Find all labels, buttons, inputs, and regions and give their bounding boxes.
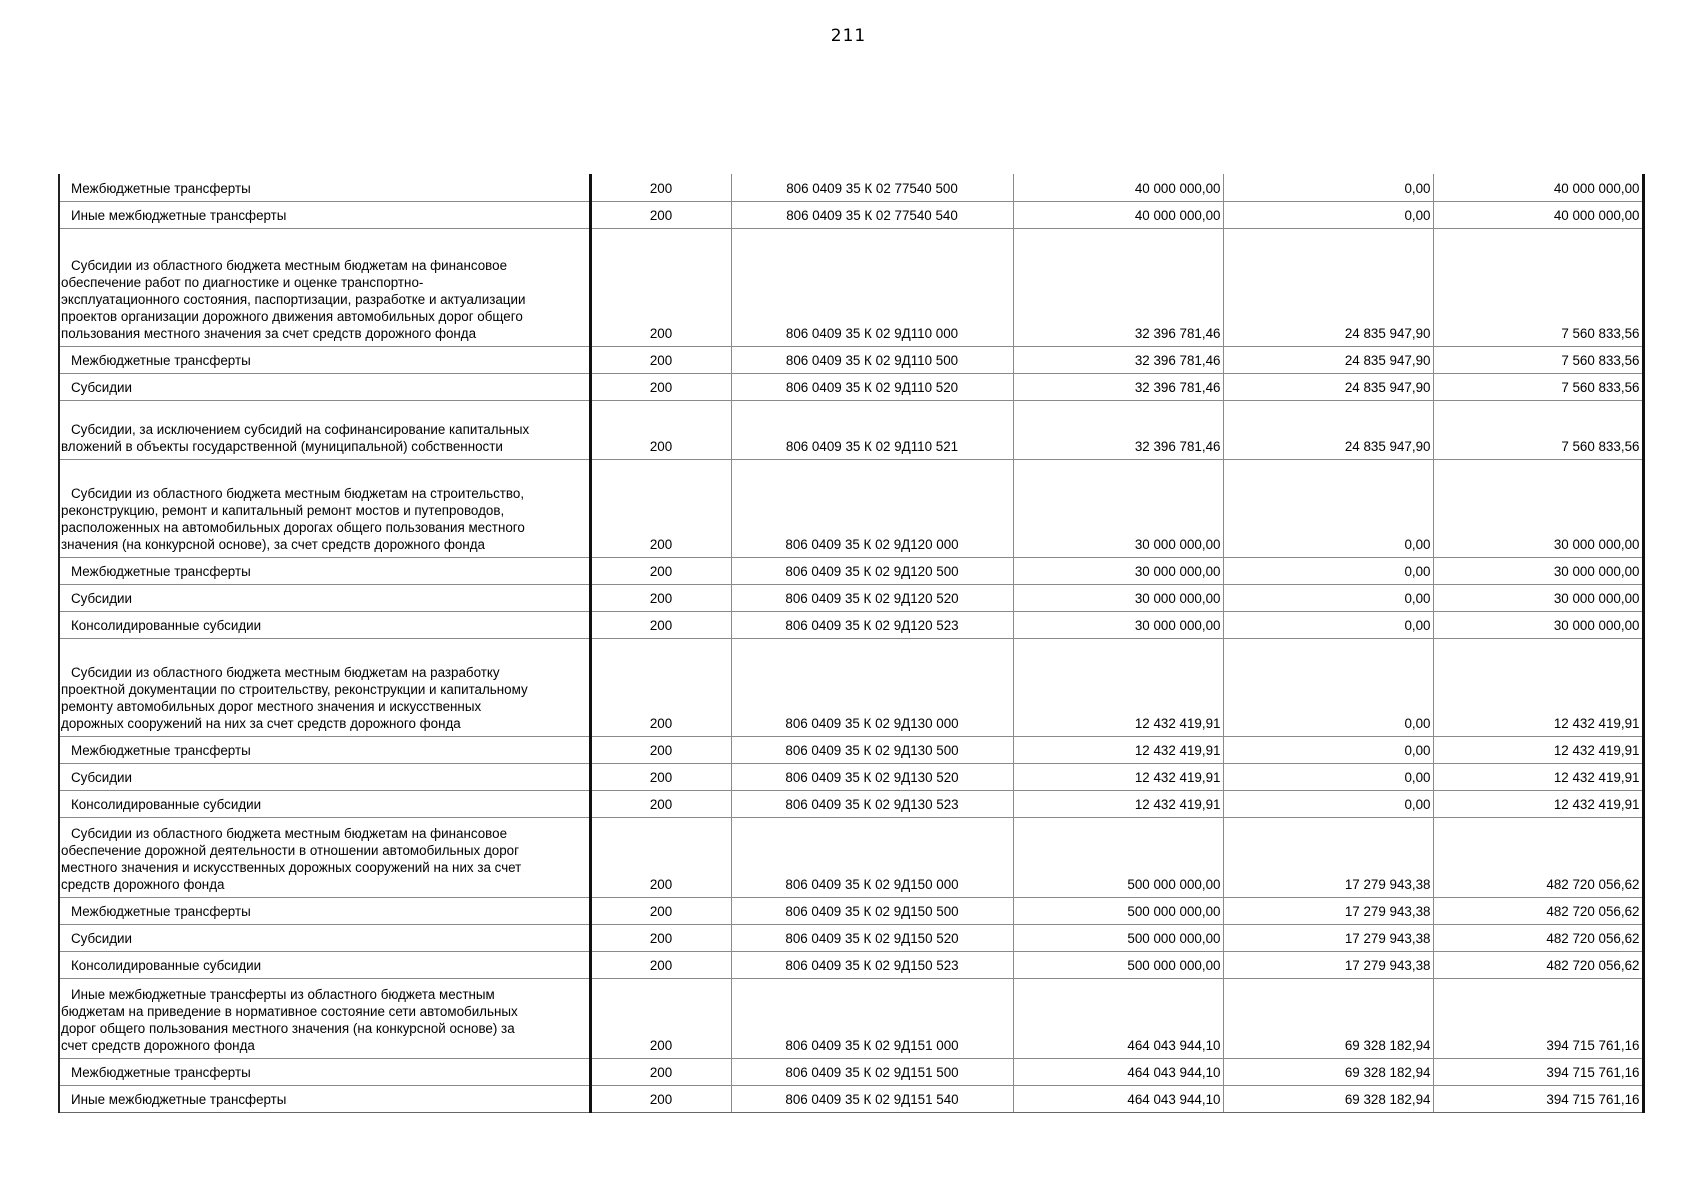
row-executed: 24 835 947,90: [1223, 346, 1433, 373]
table-row: [59, 978, 1643, 1058]
row-approved: 32 396 781,46: [1013, 373, 1223, 400]
row-unexecuted: 394 715 761,16: [1433, 978, 1643, 1058]
row-approved: 464 043 944,10: [1013, 1058, 1223, 1085]
row-unexecuted: 7 560 833,56: [1433, 346, 1643, 373]
row-code: 200: [590, 400, 731, 459]
row-executed: 0,00: [1223, 763, 1433, 790]
row-kbk: 806 0409 35 К 02 9Д150 000: [731, 817, 1013, 897]
row-approved: 464 043 944,10: [1013, 1085, 1223, 1112]
row-executed: 69 328 182,94: [1223, 1058, 1433, 1085]
row-approved: 40 000 000,00: [1013, 201, 1223, 228]
row-approved: 500 000 000,00: [1013, 924, 1223, 951]
table-row: [59, 459, 1643, 557]
row-code: 200: [590, 373, 731, 400]
row-unexecuted: 12 432 419,91: [1433, 790, 1643, 817]
row-code: 200: [590, 897, 731, 924]
row-kbk: 806 0409 35 К 02 9Д150 520: [731, 924, 1013, 951]
row-unexecuted: 12 432 419,91: [1433, 638, 1643, 736]
row-name: Иные межбюджетные трансферты из областного бюджета местным бюджетам на приведение в нормативное состояние сети автомобильных дорог общего пользования местного значения (на конкурсной основе) за счет средств дорожного фонда: [59, 978, 590, 1058]
row-kbk: 806 0409 35 К 02 9Д120 000: [731, 459, 1013, 557]
row-code: 200: [590, 584, 731, 611]
row-executed: 0,00: [1223, 790, 1433, 817]
row-kbk: 806 0409 35 К 02 9Д151 000: [731, 978, 1013, 1058]
row-name: Субсидии, за исключением субсидий на софинансирование капитальных вложений в объекты государственной (муниципальной) собственности: [59, 400, 590, 459]
table-row: [59, 400, 1643, 459]
row-name: Консолидированные субсидии: [59, 790, 590, 817]
row-approved: 40 000 000,00: [1013, 174, 1223, 201]
row-name: Субсидии: [59, 763, 590, 790]
row-name: Субсидии: [59, 584, 590, 611]
row-approved: 32 396 781,46: [1013, 228, 1223, 346]
row-name: Субсидии: [59, 373, 590, 400]
row-executed: 0,00: [1223, 557, 1433, 584]
row-name: Иные межбюджетные трансферты: [59, 1085, 590, 1112]
row-kbk: 806 0409 35 К 02 9Д120 520: [731, 584, 1013, 611]
row-approved: 500 000 000,00: [1013, 897, 1223, 924]
table-row: [59, 584, 1643, 611]
table-row: [59, 897, 1643, 924]
row-unexecuted: 30 000 000,00: [1433, 584, 1643, 611]
row-kbk: 806 0409 35 К 02 9Д151 500: [731, 1058, 1013, 1085]
row-unexecuted: 40 000 000,00: [1433, 201, 1643, 228]
row-kbk: 806 0409 35 К 02 9Д110 521: [731, 400, 1013, 459]
table-row: [59, 924, 1643, 951]
row-kbk: 806 0409 35 К 02 9Д130 520: [731, 763, 1013, 790]
table-row: [59, 1085, 1643, 1112]
row-name: Межбюджетные трансферты: [59, 557, 590, 584]
row-kbk: 806 0409 35 К 02 9Д130 523: [731, 790, 1013, 817]
row-code: 200: [590, 174, 731, 201]
row-kbk: 806 0409 35 К 02 9Д120 500: [731, 557, 1013, 584]
row-executed: 0,00: [1223, 459, 1433, 557]
table-body: [59, 174, 1643, 1112]
row-approved: 12 432 419,91: [1013, 790, 1223, 817]
row-executed: 17 279 943,38: [1223, 817, 1433, 897]
row-name: Субсидии из областного бюджета местным бюджетам на финансовое обеспечение дорожной деятельности в отношении автомобильных дорог местного значения и искусственных дорожных сооружений на них за счет средств дорожного фонда: [59, 817, 590, 897]
row-name: Межбюджетные трансферты: [59, 736, 590, 763]
row-code: 200: [590, 817, 731, 897]
row-code: 200: [590, 924, 731, 951]
row-kbk: 806 0409 35 К 02 9Д130 000: [731, 638, 1013, 736]
table-row: [59, 228, 1643, 346]
table-row: [59, 817, 1643, 897]
row-unexecuted: 12 432 419,91: [1433, 763, 1643, 790]
row-unexecuted: 12 432 419,91: [1433, 736, 1643, 763]
row-kbk: 806 0409 35 К 02 9Д151 540: [731, 1085, 1013, 1112]
row-executed: 0,00: [1223, 584, 1433, 611]
row-executed: 0,00: [1223, 638, 1433, 736]
row-executed: 24 835 947,90: [1223, 228, 1433, 346]
table-row: [59, 201, 1643, 228]
row-unexecuted: 30 000 000,00: [1433, 611, 1643, 638]
row-name: Субсидии из областного бюджета местным бюджетам на финансовое обеспечение работ по диагностике и оценке транспортно- эксплуатационного состояния, паспортизации, разработке и актуализации проектов организации дорожного движения автомобильных дорог общего пользования местного значения за счет средств дорожного фонда: [59, 228, 590, 346]
row-executed: 0,00: [1223, 611, 1433, 638]
table-row: [59, 346, 1643, 373]
row-code: 200: [590, 1085, 731, 1112]
row-executed: 0,00: [1223, 201, 1433, 228]
row-approved: 12 432 419,91: [1013, 763, 1223, 790]
row-code: 200: [590, 736, 731, 763]
row-name: Межбюджетные трансферты: [59, 346, 590, 373]
row-unexecuted: 7 560 833,56: [1433, 400, 1643, 459]
row-kbk: 806 0409 35 К 02 9Д150 500: [731, 897, 1013, 924]
table-row: [59, 638, 1643, 736]
row-approved: 500 000 000,00: [1013, 951, 1223, 978]
row-code: 200: [590, 201, 731, 228]
row-name: Субсидии из областного бюджета местным бюджетам на разработку проектной документации по строительству, реконструкции и капитальному ремонту автомобильных дорог местного значения и искусственных дорожных сооружений на них за счет средств дорожного фонда: [59, 638, 590, 736]
row-approved: 30 000 000,00: [1013, 611, 1223, 638]
row-unexecuted: 7 560 833,56: [1433, 228, 1643, 346]
row-executed: 69 328 182,94: [1223, 1085, 1433, 1112]
row-code: 200: [590, 763, 731, 790]
row-approved: 500 000 000,00: [1013, 817, 1223, 897]
row-code: 200: [590, 346, 731, 373]
page-number: 211: [830, 26, 867, 46]
row-name: Субсидии: [59, 924, 590, 951]
row-executed: 69 328 182,94: [1223, 978, 1433, 1058]
row-approved: 30 000 000,00: [1013, 459, 1223, 557]
row-kbk: 806 0409 35 К 02 9Д110 500: [731, 346, 1013, 373]
row-code: 200: [590, 978, 731, 1058]
row-approved: 32 396 781,46: [1013, 346, 1223, 373]
row-executed: 17 279 943,38: [1223, 924, 1433, 951]
row-kbk: 806 0409 35 К 02 77540 500: [731, 174, 1013, 201]
row-approved: 30 000 000,00: [1013, 584, 1223, 611]
row-kbk: 806 0409 35 К 02 9Д120 523: [731, 611, 1013, 638]
row-approved: 12 432 419,91: [1013, 638, 1223, 736]
row-unexecuted: 482 720 056,62: [1433, 897, 1643, 924]
row-executed: 17 279 943,38: [1223, 951, 1433, 978]
row-code: 200: [590, 1058, 731, 1085]
table-row: [59, 951, 1643, 978]
row-executed: 0,00: [1223, 174, 1433, 201]
row-executed: 24 835 947,90: [1223, 373, 1433, 400]
row-kbk: 806 0409 35 К 02 9Д110 520: [731, 373, 1013, 400]
row-unexecuted: 482 720 056,62: [1433, 951, 1643, 978]
row-unexecuted: 394 715 761,16: [1433, 1085, 1643, 1112]
table-row: [59, 557, 1643, 584]
table-row: [59, 763, 1643, 790]
budget-table: [58, 174, 1645, 1113]
table-row: [59, 790, 1643, 817]
row-kbk: 806 0409 35 К 02 77540 540: [731, 201, 1013, 228]
row-approved: 464 043 944,10: [1013, 978, 1223, 1058]
row-name: Консолидированные субсидии: [59, 951, 590, 978]
table-row: [59, 174, 1643, 201]
row-name: Субсидии из областного бюджета местным бюджетам на строительство, реконструкцию, ремонт и капитальный ремонт мостов и путепроводов, расположенных на автомобильных дорогах общего пользования местного значения (на конкурсной основе), за счет средств дорожного фонда: [59, 459, 590, 557]
row-name: Межбюджетные трансферты: [59, 174, 590, 201]
row-kbk: 806 0409 35 К 02 9Д110 000: [731, 228, 1013, 346]
row-name: Межбюджетные трансферты: [59, 897, 590, 924]
row-executed: 24 835 947,90: [1223, 400, 1433, 459]
row-code: 200: [590, 611, 731, 638]
row-unexecuted: 30 000 000,00: [1433, 557, 1643, 584]
row-unexecuted: 7 560 833,56: [1433, 373, 1643, 400]
row-approved: 12 432 419,91: [1013, 736, 1223, 763]
row-executed: 17 279 943,38: [1223, 897, 1433, 924]
row-executed: 0,00: [1223, 736, 1433, 763]
table-row: [59, 373, 1643, 400]
row-name: Иные межбюджетные трансферты: [59, 201, 590, 228]
row-unexecuted: 482 720 056,62: [1433, 924, 1643, 951]
row-unexecuted: 40 000 000,00: [1433, 174, 1643, 201]
table-row: [59, 1058, 1643, 1085]
row-kbk: 806 0409 35 К 02 9Д150 523: [731, 951, 1013, 978]
row-name: Межбюджетные трансферты: [59, 1058, 590, 1085]
row-approved: 32 396 781,46: [1013, 400, 1223, 459]
row-name: Консолидированные субсидии: [59, 611, 590, 638]
row-kbk: 806 0409 35 К 02 9Д130 500: [731, 736, 1013, 763]
row-code: 200: [590, 459, 731, 557]
row-code: 200: [590, 638, 731, 736]
row-unexecuted: 30 000 000,00: [1433, 459, 1643, 557]
row-code: 200: [590, 951, 731, 978]
row-unexecuted: 394 715 761,16: [1433, 1058, 1643, 1085]
table-row: [59, 736, 1643, 763]
row-code: 200: [590, 228, 731, 346]
row-unexecuted: 482 720 056,62: [1433, 817, 1643, 897]
row-code: 200: [590, 557, 731, 584]
table-row: [59, 611, 1643, 638]
row-code: 200: [590, 790, 731, 817]
row-approved: 30 000 000,00: [1013, 557, 1223, 584]
